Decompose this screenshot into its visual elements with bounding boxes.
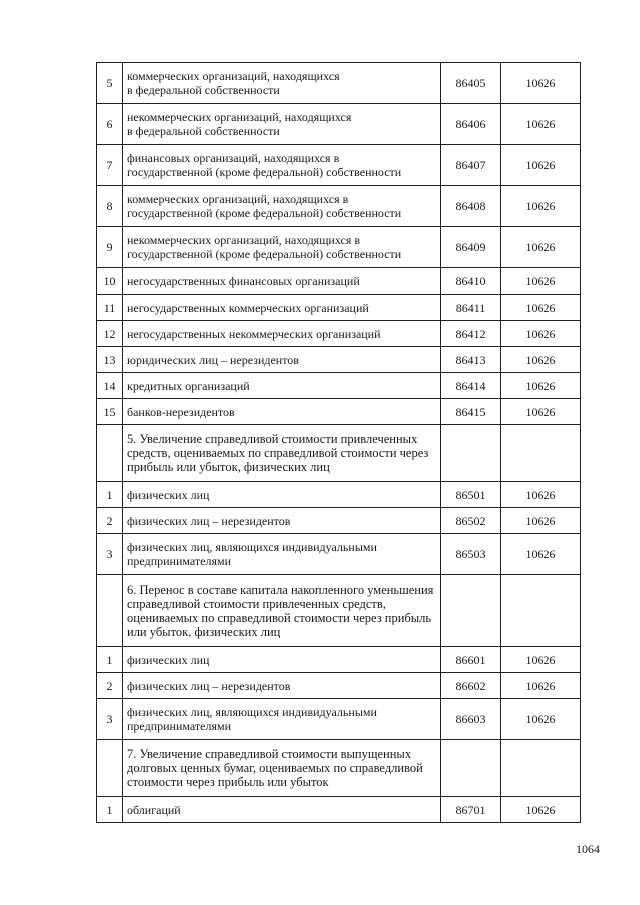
symbol-code: 10626 bbox=[501, 482, 581, 508]
symbol-code: 10626 bbox=[501, 797, 581, 823]
row-number: 11 bbox=[97, 295, 123, 321]
row-number: 9 bbox=[97, 227, 123, 268]
symbol-code: 10626 bbox=[501, 373, 581, 399]
row-name: банков-нерезидентов bbox=[123, 399, 441, 425]
row-name: 7. Увеличение справедливой стоимости выпущенных долговых ценных бумаг, оцениваемых по справедливой стоимости через прибыль или убыток bbox=[123, 740, 441, 797]
page-number: 1064 bbox=[576, 842, 600, 856]
row-name: негосударственных коммерческих организаций bbox=[123, 295, 441, 321]
table-row bbox=[97, 673, 581, 699]
table-row bbox=[97, 508, 581, 534]
account-code bbox=[441, 740, 501, 797]
symbol-code: 10626 bbox=[501, 186, 581, 227]
row-name: коммерческих организаций, находящихся в государственной (кроме федеральной) собственности bbox=[123, 186, 441, 227]
row-name: физических лиц bbox=[123, 482, 441, 508]
document-table bbox=[96, 62, 581, 823]
row-number: 5 bbox=[97, 63, 123, 104]
row-name: коммерческих организаций, находящихся в федеральной собственности bbox=[123, 63, 441, 104]
table-row bbox=[97, 145, 581, 186]
row-name: финансовых организаций, находящихся в государственной (кроме федеральной) собственности bbox=[123, 145, 441, 186]
row-number: 3 bbox=[97, 699, 123, 740]
account-code: 86601 bbox=[441, 647, 501, 673]
row-number bbox=[97, 740, 123, 797]
table-row bbox=[97, 104, 581, 145]
row-number: 2 bbox=[97, 673, 123, 699]
row-number: 1 bbox=[97, 647, 123, 673]
table-row bbox=[97, 63, 581, 104]
account-code: 86407 bbox=[441, 145, 501, 186]
row-number: 2 bbox=[97, 508, 123, 534]
symbol-code: 10626 bbox=[501, 673, 581, 699]
row-number: 13 bbox=[97, 347, 123, 373]
row-name: 5. Увеличение справедливой стоимости привлеченных средств, оцениваемых по справедливой стоимости через прибыль или убыток, физических лиц bbox=[123, 425, 441, 482]
row-name: юридических лиц – нерезидентов bbox=[123, 347, 441, 373]
section-header-row bbox=[97, 740, 581, 797]
symbol-code: 10626 bbox=[501, 268, 581, 295]
row-name: физических лиц, являющихся индивидуальными предпринимателями bbox=[123, 534, 441, 575]
account-code bbox=[441, 425, 501, 482]
row-name: негосударственных некоммерческих организаций bbox=[123, 321, 441, 347]
account-code: 86503 bbox=[441, 534, 501, 575]
table-row bbox=[97, 534, 581, 575]
account-code: 86408 bbox=[441, 186, 501, 227]
table-row bbox=[97, 268, 581, 295]
account-code: 86603 bbox=[441, 699, 501, 740]
row-name: физических лиц – нерезидентов bbox=[123, 508, 441, 534]
account-code: 86502 bbox=[441, 508, 501, 534]
account-code: 86412 bbox=[441, 321, 501, 347]
symbol-code: 10626 bbox=[501, 347, 581, 373]
account-code: 86409 bbox=[441, 227, 501, 268]
symbol-code: 10626 bbox=[501, 295, 581, 321]
table-row bbox=[97, 295, 581, 321]
symbol-code: 10626 bbox=[501, 104, 581, 145]
table-row bbox=[97, 647, 581, 673]
row-number: 1 bbox=[97, 797, 123, 823]
row-number bbox=[97, 425, 123, 482]
symbol-code: 10626 bbox=[501, 145, 581, 186]
symbol-code: 10626 bbox=[501, 63, 581, 104]
row-number bbox=[97, 575, 123, 647]
symbol-code: 10626 bbox=[501, 508, 581, 534]
table-row bbox=[97, 699, 581, 740]
row-number: 15 bbox=[97, 399, 123, 425]
table-body bbox=[97, 63, 581, 823]
row-number: 12 bbox=[97, 321, 123, 347]
table-row bbox=[97, 797, 581, 823]
row-number: 7 bbox=[97, 145, 123, 186]
symbol-code: 10626 bbox=[501, 321, 581, 347]
account-code: 86405 bbox=[441, 63, 501, 104]
row-name: облигаций bbox=[123, 797, 441, 823]
symbol-code bbox=[501, 575, 581, 647]
row-name: негосударственных финансовых организаций bbox=[123, 268, 441, 295]
account-code: 86406 bbox=[441, 104, 501, 145]
account-code: 86410 bbox=[441, 268, 501, 295]
row-number: 10 bbox=[97, 268, 123, 295]
account-code: 86415 bbox=[441, 399, 501, 425]
row-name: физических лиц, являющихся индивидуальными предпринимателями bbox=[123, 699, 441, 740]
row-name: физических лиц – нерезидентов bbox=[123, 673, 441, 699]
symbol-code: 10626 bbox=[501, 699, 581, 740]
table-row bbox=[97, 321, 581, 347]
row-number: 1 bbox=[97, 482, 123, 508]
symbol-code: 10626 bbox=[501, 399, 581, 425]
section-header-row bbox=[97, 575, 581, 647]
account-code: 86411 bbox=[441, 295, 501, 321]
symbol-code: 10626 bbox=[501, 227, 581, 268]
account-code bbox=[441, 575, 501, 647]
symbol-code: 10626 bbox=[501, 534, 581, 575]
account-code: 86413 bbox=[441, 347, 501, 373]
table-row bbox=[97, 347, 581, 373]
row-number: 6 bbox=[97, 104, 123, 145]
symbol-code bbox=[501, 425, 581, 482]
symbol-code: 10626 bbox=[501, 647, 581, 673]
row-number: 8 bbox=[97, 186, 123, 227]
symbol-code bbox=[501, 740, 581, 797]
table-row bbox=[97, 399, 581, 425]
account-code: 86501 bbox=[441, 482, 501, 508]
row-number: 3 bbox=[97, 534, 123, 575]
table-row bbox=[97, 227, 581, 268]
row-name: 6. Перенос в составе капитала накопленного уменьшения справедливой стоимости привлеченных средств, оцениваемых по справедливой стоимости через прибыль или убыток, физических лиц bbox=[123, 575, 441, 647]
table-row bbox=[97, 373, 581, 399]
table-row bbox=[97, 482, 581, 508]
account-code: 86414 bbox=[441, 373, 501, 399]
row-number: 14 bbox=[97, 373, 123, 399]
row-name: некоммерческих организаций, находящихся в государственной (кроме федеральной) собственности bbox=[123, 227, 441, 268]
table-row bbox=[97, 186, 581, 227]
row-name: некоммерческих организаций, находящихся в федеральной собственности bbox=[123, 104, 441, 145]
account-code: 86701 bbox=[441, 797, 501, 823]
row-name: кредитных организаций bbox=[123, 373, 441, 399]
section-header-row bbox=[97, 425, 581, 482]
row-name: физических лиц bbox=[123, 647, 441, 673]
account-code: 86602 bbox=[441, 673, 501, 699]
